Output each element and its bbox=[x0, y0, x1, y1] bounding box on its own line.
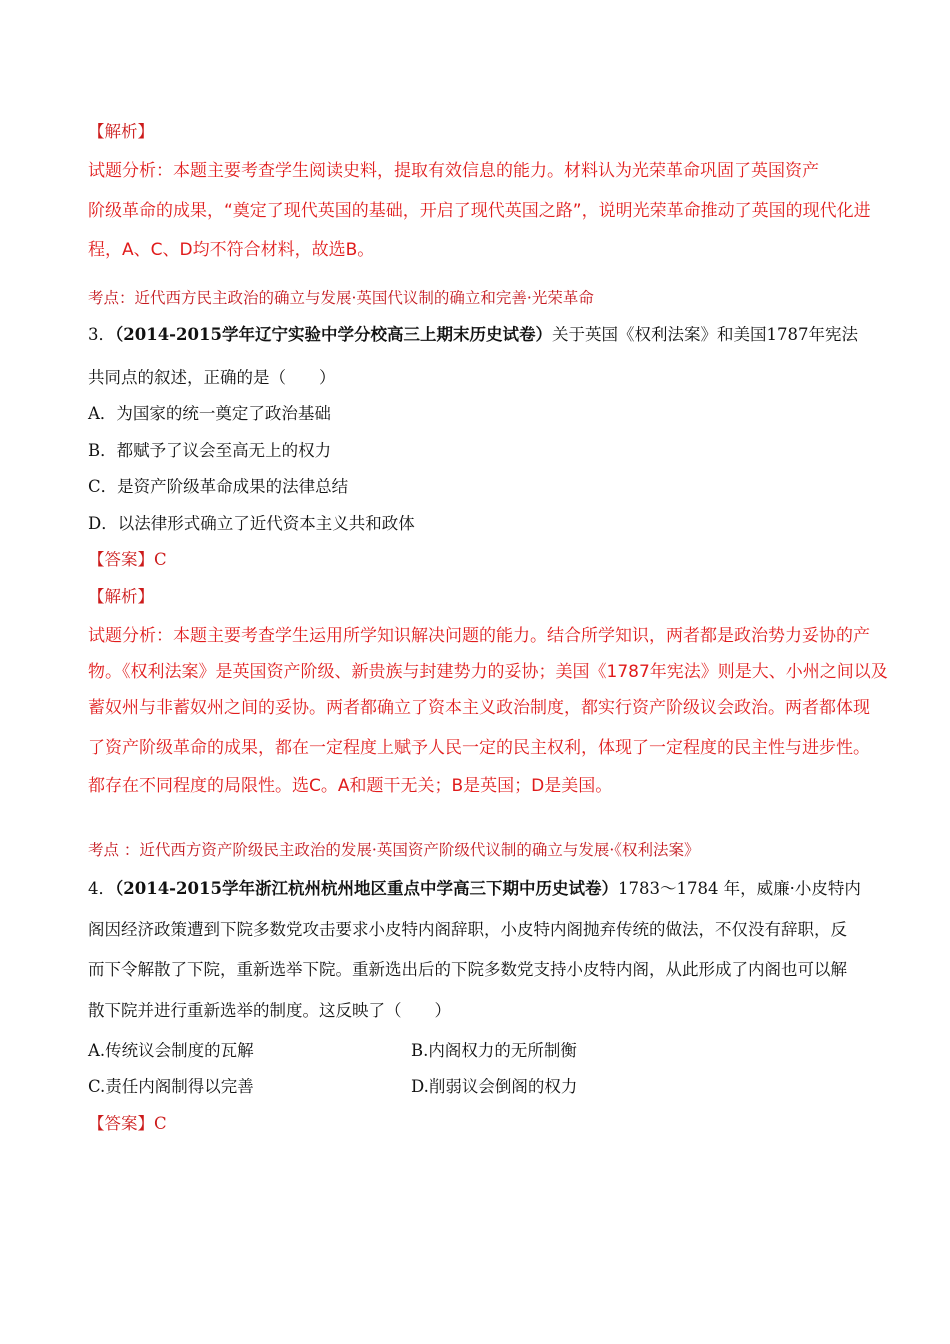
analysis-line: 物。《权利法案》是英国资产阶级、新贵族与封建势力的妥协；美国《1787年宪法》则是大、小州之间以及 bbox=[88, 662, 888, 682]
answer-line bbox=[88, 546, 167, 570]
question-stem: 1783～1784 年，威廉·小皮特内 bbox=[617, 879, 861, 898]
option-b: B．都赋予了议会至高无上的权力 bbox=[88, 441, 332, 460]
analysis-line: 阶级革命的成果，“奠定了现代英国的基础，开启了现代英国之路”，说明光荣革命推动了英国的现代化进 bbox=[88, 201, 871, 221]
kaodian-line: 考点：近代西方民主政治的确立与发展·英国代议制的确立和完善·光荣革命 bbox=[88, 289, 594, 307]
question-number: 3． bbox=[88, 325, 115, 344]
question-stem: 阁因经济政策遭到下院多数党攻击要求小皮特内阁辞职，小皮特内阁抛弃传统的做法，不仅没有辞职，反 bbox=[88, 920, 847, 939]
option-a: A.传统议会制度的瓦解 bbox=[88, 1041, 254, 1060]
analysis-tag: 【解析】 bbox=[88, 587, 154, 606]
analysis-line: 蓄奴州与非蓄奴州之间的妥协。两者都确立了资本主义政治制度，都实行资产阶级议会政治。两者都体现 bbox=[88, 698, 870, 718]
question-stem: 关于英国《权利法案》和美国1787年宪法 bbox=[551, 325, 858, 344]
question-stem: 而下令解散了下院，重新选举下院。重新选出后的下院多数党支持小皮特内阁，从此形成了内阁也可以解 bbox=[88, 960, 847, 979]
analysis-line: 了资产阶级革命的成果，都在一定程度上赋予人民一定的民主权利，体现了一定程度的民主性与进步性。 bbox=[88, 738, 870, 758]
option-c: C．是资产阶级革命成果的法律总结 bbox=[88, 477, 349, 496]
question-stem: 共同点的叙述，正确的是（ ） bbox=[88, 368, 336, 387]
question-number: 4． bbox=[88, 879, 115, 898]
analysis-line: 程，A、C、D均不符合材料，故选B。 bbox=[88, 240, 375, 260]
question-3-header bbox=[88, 321, 858, 345]
option-d: D.削弱议会倒阁的权力 bbox=[411, 1077, 578, 1096]
option-c: C.责任内阁制得以完善 bbox=[88, 1077, 254, 1096]
answer-tag: 【答案】 bbox=[88, 550, 154, 569]
analysis-line: 都存在不同程度的局限性。选C。A和题干无关；B是英国；D是美国。 bbox=[88, 776, 613, 796]
question-source: （2014-2015学年浙江杭州杭州地区重点中学高三下期中历史试卷） bbox=[115, 879, 618, 898]
option-d: D．以法律形式确立了近代资本主义共和政体 bbox=[88, 514, 415, 533]
analysis-tag: 【解析】 bbox=[88, 122, 154, 141]
options-row bbox=[88, 1073, 868, 1097]
question-stem: 散下院并进行重新选举的制度。这反映了（ ） bbox=[88, 1001, 451, 1020]
kaodian-line: 考点 ：近代西方资产阶级民主政治的发展·英国资产阶级代议制的确立与发展·《权利法案》 bbox=[88, 841, 700, 859]
answer-value: C bbox=[154, 550, 167, 569]
option-b: B.内阁权力的无所制衡 bbox=[411, 1041, 577, 1060]
analysis-line: 试题分析：本题主要考查学生运用所学知识解决问题的能力。结合所学知识，两者都是政治势力妥协的产 bbox=[88, 626, 870, 646]
answer-tag: 【答案】 bbox=[88, 1114, 154, 1133]
answer-line bbox=[88, 1110, 167, 1134]
question-source: （2014-2015学年辽宁实验中学分校高三上期末历史试卷） bbox=[115, 325, 552, 344]
options-row bbox=[88, 1037, 868, 1061]
question-4-header bbox=[88, 875, 861, 899]
answer-value: C bbox=[154, 1114, 167, 1133]
analysis-line: 试题分析：本题主要考查学生阅读史料，提取有效信息的能力。材料认为光荣革命巩固了英国资产 bbox=[88, 161, 819, 181]
option-a: A．为国家的统一奠定了政治基础 bbox=[88, 404, 331, 423]
